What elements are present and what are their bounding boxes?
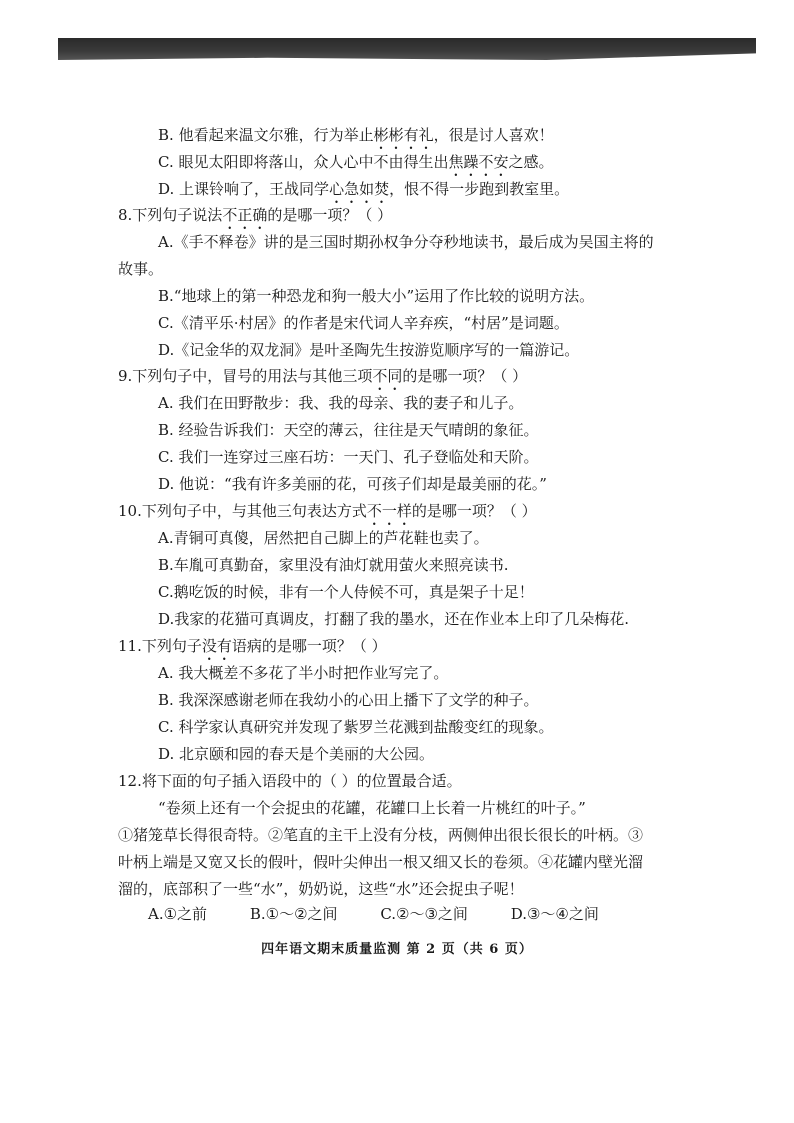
q7-option-d <box>158 178 569 207</box>
q10-option-c: C.鹅吃饭的时候，非有一个人侍候不可，真是架子十足！ <box>158 583 534 601</box>
q8-option-c: C.《清平乐·村居》的作者是宋代词人辛弃疾，“村居”是词题。 <box>158 314 569 332</box>
q10-option-a: A.青铜可真傻，居然把自己脚上的芦花鞋也卖了。 <box>158 529 489 547</box>
q11-stem <box>118 635 387 664</box>
q9-option-a: A. 我们在田野散步：我、我的母亲、我的妻子和儿子。 <box>158 394 524 412</box>
emphasized-text: 心急如焚 <box>329 180 390 198</box>
question-text: 8.下列句子说法 <box>118 206 223 224</box>
q8-option-b: B.“地球上的第一种恐龙和狗一般大小”运用了作比较的说明方法。 <box>158 287 595 305</box>
option-text: 眼见太阳即将落山，众人心中不由得生出 <box>178 153 449 171</box>
q10-option-d: D.我家的花猫可真调皮，打翻了我的墨水，还在作业本上印了几朵梅花. <box>158 610 630 628</box>
option-letter: D. <box>158 180 175 198</box>
q8-option-a-cont: 故事。 <box>118 260 164 278</box>
q8-option-d: D.《记金华的双龙洞》是叶圣陶先生按游览顺序写的一篇游记。 <box>158 341 580 359</box>
option-text: 上课铃响了，王战同学 <box>179 180 330 198</box>
question-text: 10.下列句子中，与其他三句表达方式 <box>118 502 367 520</box>
emphasized-text: 没有 <box>201 637 232 655</box>
q12-stem: 12.将下面的句子插入语段中的（ ）的位置最合适。 <box>118 772 462 790</box>
emphasized-text: 彬彬有礼 <box>373 126 434 144</box>
q12-choice-c: C.②～③之间 <box>380 905 468 923</box>
q11-option-a: A. 我大概差不多花了半小时把作业写完了。 <box>158 664 449 682</box>
q12-passage-line-1: ①猪笼草长得很奇特。②笔直的主干上没有分枝，两侧伸出很长很长的叶柄。③ <box>118 826 644 844</box>
option-letter: B. <box>158 126 174 144</box>
q9-option-d: D. 他说：“我有许多美丽的花，可孩子们却是最美丽的花。” <box>158 475 547 493</box>
q12-choice-b: B.①～②之间 <box>249 905 338 923</box>
q12-passage-line-2: 叶柄上端是又宽又长的假叶，假叶尖伸出一根又细又长的卷须。④花罐内壁光溜 <box>118 853 644 871</box>
option-text: 他看起来温文尔雅，行为举止 <box>178 126 374 144</box>
option-letter: C. <box>158 153 174 171</box>
q11-option-b: B. 我深深感谢老师在我幼小的心田上播下了文学的种子。 <box>158 691 539 709</box>
q11-option-c: C. 科学家认真研究并发现了紫罗兰花溅到盐酸变红的现象。 <box>158 718 554 736</box>
q12-choice-a: A.①之前 <box>148 905 208 923</box>
question-text: 9.下列句子中，冒号的用法与其他三项 <box>118 367 373 385</box>
q7-option-b <box>158 124 554 153</box>
question-text: 的是哪一项？（ ） <box>402 367 528 385</box>
emphasized-text: 焦躁不安 <box>448 153 509 171</box>
page-footer: 四年语文期末质量监测 第 2 页（共 6 页） <box>261 942 533 957</box>
emphasized-text: 不正确 <box>222 206 268 224</box>
question-text: 11.下列句子 <box>118 637 202 655</box>
q9-stem <box>118 365 527 394</box>
option-text: ，恨不得一步跑到教室里。 <box>389 180 570 198</box>
q12-insert-sentence: “卷须上还有一个会捉虫的花罐，花罐口上长着一片桃红的叶子。” <box>158 799 586 817</box>
question-text: 语病的是哪一项？（ ） <box>231 637 387 655</box>
q8-stem <box>118 204 392 233</box>
q10-stem <box>118 500 537 529</box>
q12-choice-d: D.③～④之间 <box>510 905 599 923</box>
q8-option-a: A.《手不释卷》讲的是三国时期孙权争分夺秒地读书，最后成为吴国主将的 <box>158 233 654 251</box>
q10-option-b: B.车胤可真勤奋，家里没有油灯就用萤火来照亮读书. <box>158 556 509 574</box>
q12-passage-line-3: 溜的，底部积了一些“水”，奶奶说，这些“水”还会捉虫子呢！ <box>118 880 524 898</box>
option-text: 之感。 <box>508 153 554 171</box>
q9-option-b: B. 经验告诉我们：天空的薄云，往往是天气晴朗的象征。 <box>158 421 539 439</box>
q7-option-c <box>158 151 554 180</box>
q9-option-c: C. 我们一连穿过三座石坊：一天门、孔子登临处和天阶。 <box>158 448 539 466</box>
q12-choices <box>148 903 637 925</box>
option-text: ，很是讨人喜欢！ <box>433 126 554 144</box>
emphasized-text: 不同 <box>372 367 403 385</box>
emphasized-text: 不一样 <box>366 502 412 520</box>
q11-option-d: D. 北京颐和园的春天是个美丽的大公园。 <box>158 745 435 763</box>
question-text: 的是哪一项？（ ） <box>411 502 537 520</box>
question-text: 的是哪一项？（ ） <box>267 206 393 224</box>
